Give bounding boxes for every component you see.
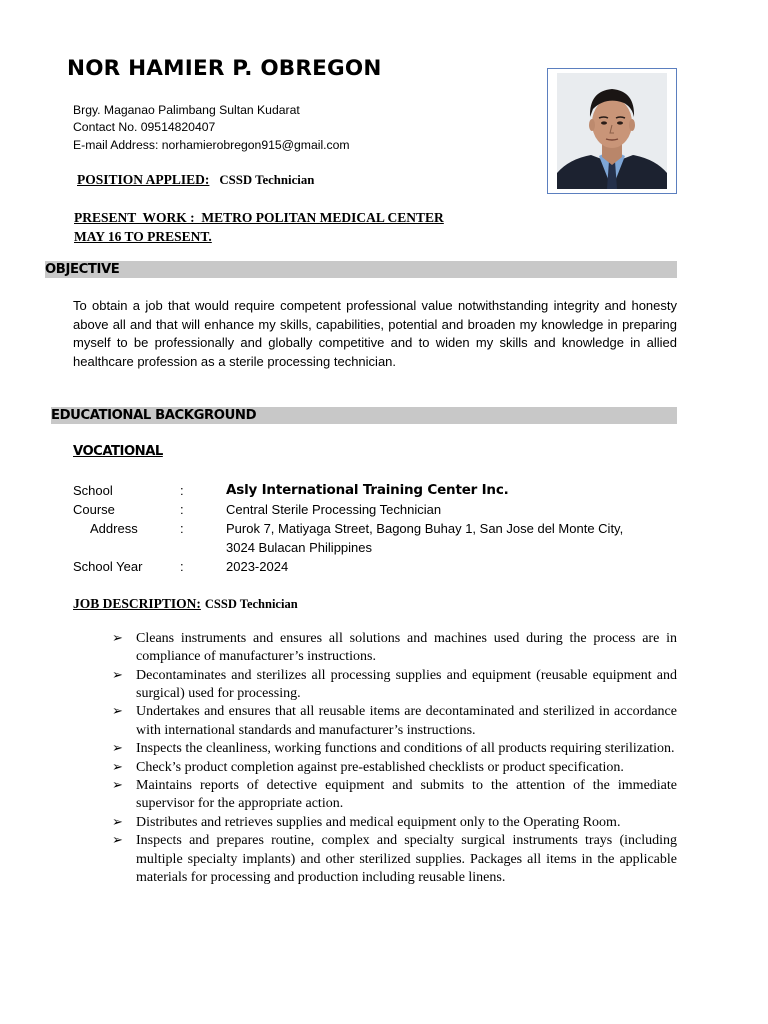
duty-text: Inspects the cleanliness, working functions and conditions of all products requiring sterilization.	[136, 741, 675, 757]
school-year-value: 2023-2024	[226, 559, 289, 574]
duty-text: Undertakes and ensures that all reusable items are decontaminated and sterilized in accordance with international standards and manufacturer’s instructions.	[136, 704, 677, 738]
school-year-label: School Year	[73, 559, 143, 574]
list-item	[110, 630, 677, 666]
list-item	[110, 777, 677, 813]
arrow-bullet-icon: ➢	[112, 741, 123, 757]
school-address-value: Purok 7, Matiyaga Street, Bagong Buhay 1, San Jose del Monte City,	[226, 521, 624, 536]
arrow-bullet-icon: ➢	[112, 631, 123, 646]
applicant-name: NOR HAMIER P. OBREGON	[67, 56, 382, 81]
duty-text: Check’s product completion against pre-established checklists or product specification.	[136, 759, 624, 775]
contact-block	[73, 102, 350, 154]
duty-text: Decontaminates and sterilizes all processing supplies and equipment (reusable equipment and surgical) used for processing.	[136, 667, 677, 701]
vocational-subheading: VOCATIONAL	[73, 444, 163, 459]
objective-heading: OBJECTIVE	[45, 261, 677, 278]
colon: :	[180, 521, 184, 536]
course-value: Central Sterile Processing Technician	[226, 502, 442, 517]
course-label: Course	[73, 502, 115, 517]
colon: :	[180, 502, 184, 517]
list-item	[110, 832, 677, 887]
arrow-bullet-icon: ➢	[112, 759, 123, 775]
present-work-line2: MAY 16 TO PRESENT.	[74, 229, 212, 244]
list-item	[110, 814, 677, 832]
present-work-line1: PRESENT WORK : METRO POLITAN MEDICAL CENTER	[74, 210, 444, 225]
colon: :	[180, 559, 184, 574]
arrow-bullet-icon: ➢	[112, 667, 123, 683]
duty-text: Cleans instruments and ensures all solutions and machines used during the process are in compliance of manufacturer’s instructions.	[136, 631, 677, 665]
list-item	[110, 703, 677, 739]
position-value: CSSD Technician	[219, 173, 315, 187]
present-work	[74, 208, 444, 246]
email-address: E-mail Address: norhamierobregon915@gmail.com	[73, 137, 350, 152]
list-item	[110, 759, 677, 777]
list-item	[110, 740, 677, 758]
address-label: Address	[90, 521, 138, 536]
arrow-bullet-icon: ➢	[112, 814, 123, 830]
school-label: School	[73, 483, 113, 498]
duty-text: Maintains reports of detective equipment and submits to the attention of the immediate supervisor for the appropriate action.	[136, 778, 677, 812]
contact-number: Contact No. 09514820407	[73, 120, 216, 135]
duty-text: Inspects and prepares routine, complex and specialty surgical instruments trays (including multiple specialty implants) and other sterilized supplies. Packages all items in the applicable materials for processing and production including reusable linens.	[136, 833, 677, 885]
profile-photo-frame	[547, 68, 677, 194]
colon: :	[180, 483, 184, 498]
duties-list	[110, 630, 677, 887]
duty-text: Distributes and retrieves supplies and medical equipment only to the Operating Room.	[136, 814, 621, 830]
arrow-bullet-icon: ➢	[112, 704, 123, 720]
school-address-value-line2: 3024 Bulacan Philippines	[226, 540, 372, 555]
list-item	[110, 667, 677, 703]
address-line: Brgy. Maganao Palimbang Sultan Kudarat	[73, 103, 300, 117]
job-description-title: CSSD Technician	[204, 597, 298, 611]
objective-text: To obtain a job that would require competent professional value notwithstanding integrity and honesty above all and that will enhance my skills, capabilities, potential and broaden my knowledge in preparing myself to be professionally and globally competitive and to widen my skills and knowledge in allied healthcare profession as a sterile processing technician.	[73, 298, 677, 369]
job-description-label: JOB DESCRIPTION:	[73, 596, 201, 611]
education-heading: EDUCATIONAL BACKGROUND	[51, 407, 677, 424]
arrow-bullet-icon: ➢	[112, 833, 123, 849]
arrow-bullet-icon: ➢	[112, 778, 123, 794]
position-applied	[77, 172, 314, 188]
profile-photo	[557, 73, 667, 189]
person-photo-icon	[557, 73, 667, 189]
school-value: Asly International Training Center Inc.	[226, 482, 509, 498]
job-description-heading	[73, 596, 298, 612]
position-label: POSITION APPLIED:	[77, 172, 210, 187]
